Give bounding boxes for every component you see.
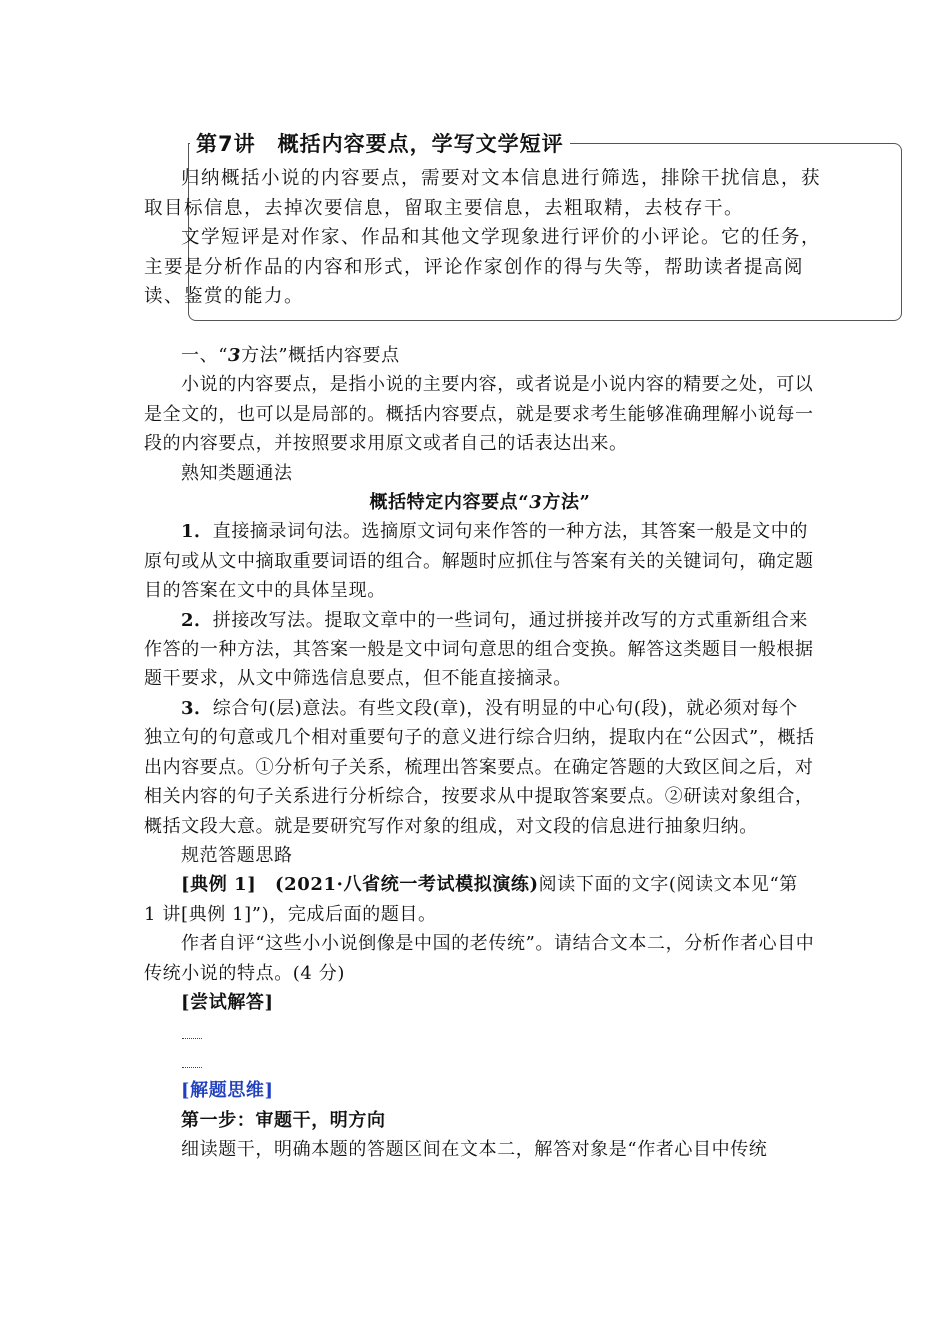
answer-line-2 bbox=[144, 1047, 816, 1076]
example-question: 作者自评“这些小小说倒像是中国的老传统”。请结合文本二，分析作者心目中传统小说的特点。(4 分) bbox=[144, 933, 815, 984]
method-3: 3．综合句(层)意法。有些文段(章)，没有明显的中心句(段)，就必须对每个独立句的句意或几个相对重要句子的意义进行综合归纳，提取内在“公因式”，概括出内容要点。①分析句子关系，梳理出答案要点。在确定答题的大致区间之后，对相关内容的句子关系进行分析综合，按要求从中提取答案要点。②研读对象组合，概括文段大意。就是要研究写作对象的组成，对文段的信息进行抽象归纳。 bbox=[144, 697, 815, 837]
method-2: 2．拼接改写法。提取文章中的一些词句，通过拼接并改写的方式重新组合来作答的一种方法，其答案一般是文中词句意思的组合变换。解答这类题目一般根据题干要求，从文中筛选信息要点，但不能直接摘录。 bbox=[144, 609, 814, 690]
try-answer-label: [尝试解答] bbox=[181, 991, 274, 1013]
section-heading: 一、“3方法”概括内容要点 bbox=[181, 345, 400, 366]
main-content bbox=[144, 341, 816, 1164]
example-1: [典例 1] (2021·八省统一考试模拟演练)阅读下面的文字(阅读文本见“第 1 讲[典例 1]”)，完成后面的题目。 bbox=[144, 874, 798, 925]
methods-title: 概括特定内容要点“3方法” bbox=[369, 492, 591, 514]
subheading-answer: 规范答题思路 bbox=[181, 844, 293, 866]
intro-paragraph-1: 归纳概括小说的内容要点，需要对文本信息进行筛选，排除干扰信息，获取目标信息，去掉次要信息，留取主要信息，去粗取精，去枝存干。 bbox=[144, 168, 822, 219]
method-1: 1．直接摘录词句法。选摘原文词句来作答的一种方法，其答案一般是文中的原句或从文中摘取重要词语的组合。解题时应抓住与答案有关的关键词句，确定题目的答案在文中的具体呈现。 bbox=[144, 521, 814, 602]
step-1-heading: 第一步：审题干，明方向 bbox=[181, 1109, 386, 1131]
intro-text bbox=[144, 164, 824, 312]
step-1-text: 细读题干，明确本题的答题区间在文本二，解答对象是“作者心目中传统 bbox=[181, 1138, 768, 1160]
lesson-title: 第7讲 概括内容要点，学写文学短评 bbox=[190, 128, 570, 158]
answer-line-1 bbox=[144, 1017, 816, 1046]
subheading-methods: 熟知类题通法 bbox=[181, 462, 293, 484]
intro-paragraph-2: 文学短评是对作家、作品和其他文学现象进行评价的小评论。它的任务，主要是分析作品的内容和形式，评论作家创作的得与失等，帮助读者提高阅读、鉴赏的能力。 bbox=[144, 227, 822, 307]
section-paragraph: 小说的内容要点，是指小说的主要内容，或者说是小说内容的精要之处，可以是全文的，也可以是局部的。概括内容要点，就是要求考生能够准确理解小说每一段的内容要点，并按照要求用原文或者自己的话表达出来。 bbox=[144, 374, 814, 455]
solution-thinking-label: [解题思维] bbox=[181, 1080, 274, 1102]
